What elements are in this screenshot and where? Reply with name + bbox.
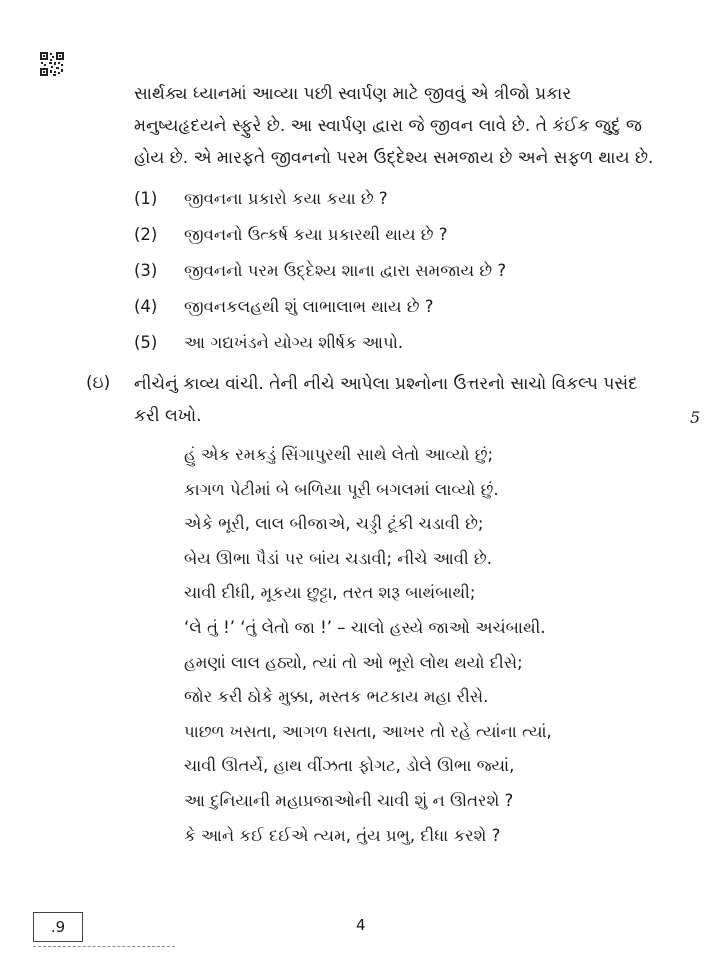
poem-line: ચાવી ઊતર્યે, હાથ વીંઝતા ફોગટ, ડોલે ઊભા જ્યાં,	[184, 756, 515, 776]
page-number: 4	[356, 916, 366, 934]
poem-line: કાગળ પેટીમાં બે બળિયા પૂરી બગલમાં લાવ્યો છું.	[184, 479, 499, 499]
prose-paragraph	[134, 78, 682, 174]
question-text: આ ગદ્યખંડને યોગ્ય શીર્ષક આપો.	[184, 333, 404, 352]
poem-line: પાછળ ખસતા, આગળ ધસતા, આખર તો રહે ત્યાંના ત્યાં,	[184, 721, 552, 741]
question-text: જીવનનો ઉત્કર્ષ કયા પ્રકારથી થાય છે ?	[184, 225, 448, 244]
instruction-line: નીચેનું કાવ્ય વાંચી. તેની નીચે આપેલા પ્રશ્નોના ઉત્તરનો સાચો વિકલ્પ પસંદ	[134, 374, 638, 394]
poem-line: હું એક રમકડું સિંગાપુરથી સાથે લેતો આવ્યો છું;	[184, 445, 494, 464]
question-item	[134, 184, 388, 214]
poem	[184, 438, 664, 853]
question-item	[134, 328, 403, 358]
poem-line: જોર કરી ઠોકે મુક્કા, મસ્તક ભટકાય મહા રીસે.	[184, 687, 489, 707]
marks-label: 5	[690, 408, 701, 427]
instruction-line: કરી લખો.	[134, 406, 202, 426]
poem-line: ‘લે તું !’ ‘તું લેતો જા !’ – ચાલો હસ્યે જાઓ અચંબાથી.	[184, 617, 546, 637]
qr-code-icon	[40, 52, 64, 76]
question-number: (4)	[134, 297, 158, 316]
footer-divider	[33, 946, 175, 947]
paragraph-line: સાર્થક્ય ધ્યાનમાં આવ્યા પછી સ્વાર્પણ માટે જીવવું એ ત્રીજો પ્રકાર	[134, 84, 572, 104]
paper-code-box: .9	[33, 912, 83, 942]
question-item	[134, 256, 506, 286]
poem-line: ચાવી દીધી, મૂકયા છુટ્ટા, તરત શરૂ બાથંબાથી;	[184, 583, 476, 603]
poem-line: એકે ભૂરી, લાલ બીજાએ, ચડ્ડી ટૂંકી ચડાવી છે;	[184, 514, 484, 534]
poem-line: બેય ઊભા પૈડાં પર બાંય ચડાવી; નીચે આવી છે.	[184, 548, 492, 568]
section-label: (ઇ)	[86, 373, 111, 393]
question-number: (2)	[134, 225, 158, 244]
question-number: (1)	[134, 189, 158, 208]
poem-line: કે આને કઈ દઈએ ત્યમ, તુંય પ્રભુ, દીધા કરશે ?	[184, 825, 501, 845]
question-text: જીવનકલહથી શું લાભાલાભ થાય છે ?	[184, 297, 434, 316]
question-item	[134, 292, 434, 322]
poem-line: આ દુનિયાની મહાપ્રજાઓની ચાવી શું ન ઊતરશે ?	[184, 790, 514, 810]
section-instruction	[134, 368, 682, 432]
question-number: (5)	[134, 333, 158, 352]
paragraph-line: હોય છે. એ મારફતે જીવનનો પરમ ઉદ્દેશ્ય સમજાય છે અને સફળ થાય છે.	[134, 148, 654, 168]
question-text: જીવનનો પરમ ઉદ્દેશ્ય શાના દ્વારા સમજાય છે ?	[184, 261, 507, 280]
question-item	[134, 220, 448, 250]
question-text: જીવનના પ્રકારો કયા કયા છે ?	[184, 189, 388, 208]
paragraph-line: મનુષ્યહૃદયને સ્ફુરે છે. આ સ્વાર્પણ દ્વારા જે જીવન લાવે છે. તે કંઈક જુદું જ	[134, 116, 642, 136]
poem-line: હમણાં લાલ હઠ્યો, ત્યાં તો ઓ ભૂરો લોથ થયો દીસે;	[184, 652, 523, 672]
question-number: (3)	[134, 261, 158, 280]
